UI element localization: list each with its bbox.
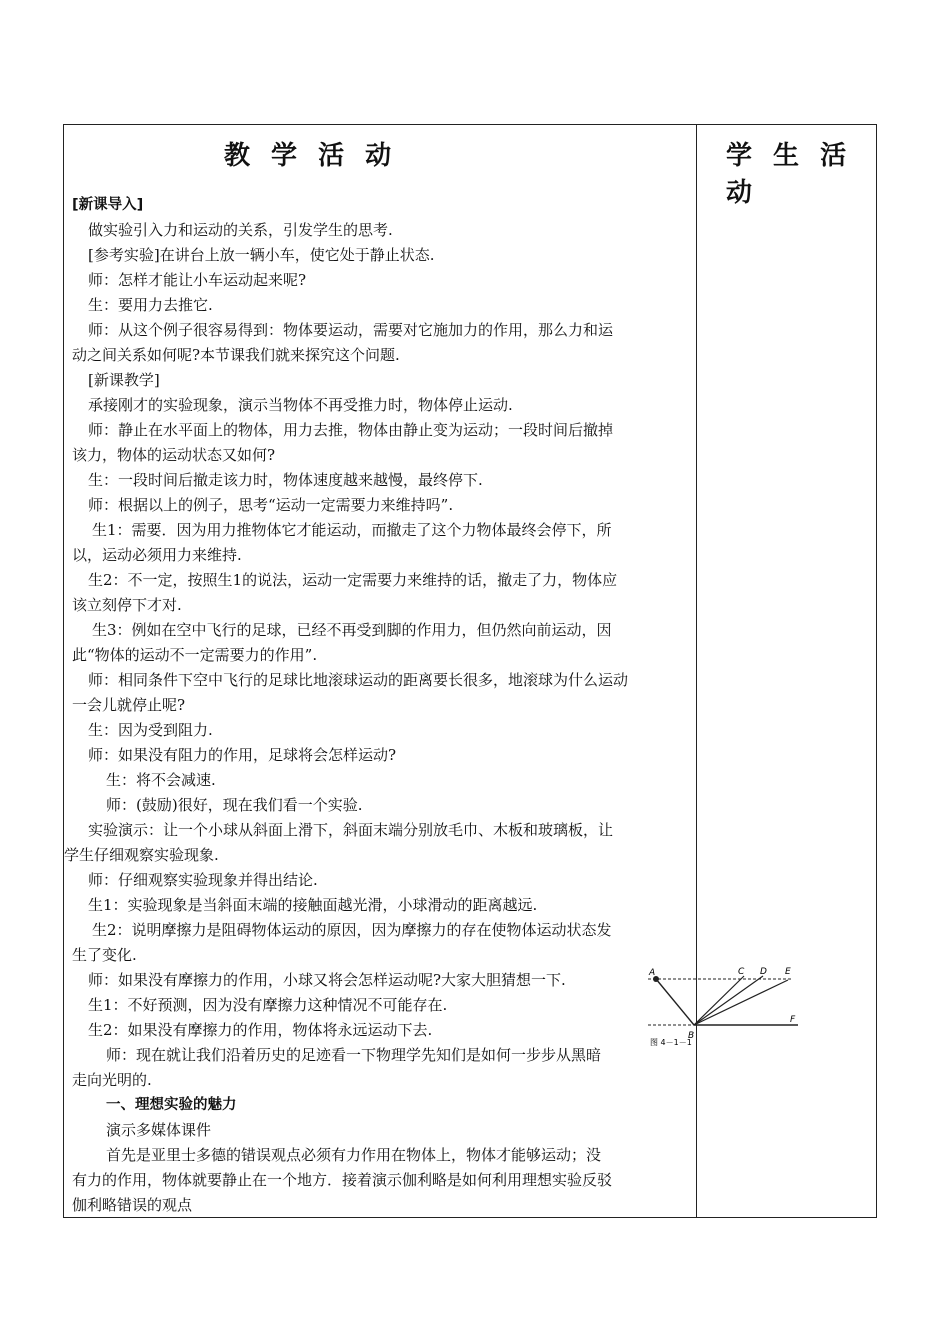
text-line: 学生仔细观察实验现象. — [64, 846, 219, 864]
incline-bc — [694, 976, 744, 1025]
text-line: 首先是亚里士多德的错误观点必须有力作用在物体上，物体才能够运动；没 — [106, 1146, 602, 1164]
incline-be — [694, 980, 788, 1025]
text-line: 生1：不好预测，因为没有摩擦力这种情况不可能存在. — [88, 996, 448, 1014]
text-line: 生1：实验现象是当斜面末端的接触面越光滑，小球滑动的距离越远. — [88, 896, 538, 914]
text-line: 师：怎样才能让小车运动起来呢? — [88, 271, 307, 289]
text-line: 此“物体的运动不一定需要力的作用”. — [72, 646, 318, 664]
figure-caption: 图 4－1－1 — [650, 1038, 692, 1046]
column-divider — [696, 125, 697, 1217]
text-line: 师：现在就让我们沿着历史的足迹看一下物理学先知们是如何一步步从黑暗 — [106, 1046, 602, 1064]
text-line: 师：根据以上的例子，思考“运动一定需要力来维持吗”. — [88, 496, 454, 514]
text-line: 有力的作用，物体就要静止在一个地方．接着演示伽利略是如何利用理想实验反驳 — [72, 1171, 613, 1189]
text-line: [新课教学] — [88, 371, 160, 389]
label-b: B — [688, 1031, 695, 1041]
text-line: 师：从这个例子很容易得到：物体要运动，需要对它施加力的作用，那么力和运 — [88, 321, 614, 339]
lesson-table — [63, 124, 877, 1218]
label-d: D — [760, 967, 767, 977]
label-c: C — [738, 967, 745, 977]
text-line: 生3：例如在空中飞行的足球，已经不再受到脚的作用力，但仍然向前运动，因 — [92, 621, 612, 639]
figure-4-1-1 — [648, 966, 798, 1046]
label-e: E — [785, 967, 791, 977]
text-line: 生：要用力去推它. — [88, 296, 213, 314]
teaching-activity-header: 教 学 活 动 — [224, 141, 398, 171]
text-line: 师：相同条件下空中飞行的足球比地滚球运动的距离要长很多，地滚球为什么运动 — [88, 671, 629, 689]
text-line: 实验演示：让一个小球从斜面上滑下，斜面末端分别放毛巾、木板和玻璃板，让 — [88, 821, 614, 839]
text-line: 生：一段时间后撤走该力时，物体速度越来越慢，最终停下. — [88, 471, 483, 489]
text-line: 师：静止在水平面上的物体，用力去推，物体由静止变为运动；一段时间后撤掉 — [88, 421, 614, 439]
text-line: 生1：需要．因为用力推物体它才能运动，而撤走了这个力物体最终会停下，所 — [92, 521, 612, 539]
text-line: 师：(鼓励)很好，现在我们看一个实验. — [106, 796, 363, 814]
text-line: 动之间关系如何呢?本节课我们就来探究这个问题. — [72, 346, 400, 364]
text-line: 生：因为受到阻力. — [88, 721, 213, 739]
incline-bd — [694, 976, 763, 1025]
text-line: 师：仔细观察实验现象并得出结论. — [88, 871, 318, 889]
text-line: 做实验引入力和运动的关系，引发学生的思考. — [88, 221, 393, 239]
text-line: 一、理想实验的魅力 — [106, 1097, 237, 1113]
label-f: F — [790, 1015, 796, 1025]
incline-ab — [656, 979, 694, 1025]
text-line: 演示多媒体课件 — [106, 1121, 212, 1139]
label-a: A — [649, 968, 656, 978]
text-line: 师：如果没有摩擦力的作用，小球又将会怎样运动呢?大家大胆猜想一下. — [88, 971, 566, 989]
text-line: [参考实验]在讲台上放一辆小车，使它处于静止状态. — [88, 246, 435, 264]
text-line: 一会儿就停止呢? — [72, 696, 186, 714]
text-line: 生2：不一定，按照生1的说法，运动一定需要力来维持的话，撤走了力，物体应 — [88, 571, 618, 589]
text-line: 该力，物体的运动状态又如何? — [72, 446, 276, 464]
teaching-content — [64, 193, 690, 1218]
text-line: 师：如果没有阻力的作用，足球将会怎样运动? — [88, 746, 397, 764]
text-line: 该立刻停下才对. — [72, 596, 182, 614]
text-line: 生2：说明摩擦力是阻碍物体运动的原因，因为摩擦力的存在使物体运动状态发 — [92, 921, 612, 939]
student-activity-header: 学 生 活 动 — [726, 141, 853, 208]
text-line: 生2：如果没有摩擦力的作用，物体将永远运动下去. — [88, 1021, 433, 1039]
text-line: 生：将不会减速. — [106, 771, 216, 789]
text-line: 承接刚才的实验现象，演示当物体不再受推力时，物体停止运动. — [88, 396, 513, 414]
text-line: 以，运动必须用力来维持. — [72, 546, 242, 564]
text-line: 走向光明的. — [72, 1071, 152, 1089]
text-line: 生了变化. — [72, 946, 137, 964]
text-line: [新课导入] — [72, 197, 144, 213]
text-line: 伽利略错误的观点 — [72, 1196, 193, 1214]
